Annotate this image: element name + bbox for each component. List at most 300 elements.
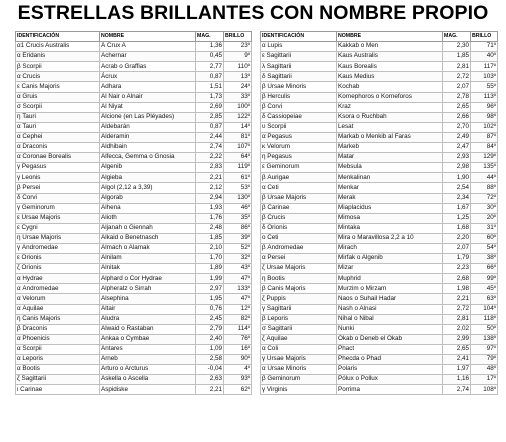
- table-row: [16, 254, 252, 264]
- cell-identificacion: β Herculis: [261, 92, 337, 102]
- cell-brillo: 20º: [471, 213, 498, 223]
- table-row: [261, 203, 498, 213]
- table-row: [261, 233, 498, 243]
- cell-nombre: Pólux o Pollux: [337, 375, 443, 385]
- table-row: [16, 385, 252, 395]
- cell-identificacion: β Andromedae: [261, 243, 337, 253]
- table-row: [16, 112, 252, 122]
- table-row: [261, 52, 498, 62]
- table-row: [261, 153, 498, 163]
- cell-nombre: Aldhibain: [100, 143, 196, 153]
- cell-identificacion: α Eridanis: [16, 52, 100, 62]
- cell-nombre: Ácrux: [100, 72, 196, 82]
- cell-nombre: Nunki: [337, 324, 443, 334]
- cell-mag: 1,85: [443, 52, 471, 62]
- cell-identificacion: α Persei: [261, 254, 337, 264]
- table-row: [261, 355, 498, 365]
- table-row: [16, 213, 252, 223]
- table-row: [16, 193, 252, 203]
- cell-nombre: Almach o Alamak: [100, 243, 196, 253]
- cell-brillo: 50º: [471, 324, 498, 334]
- cell-mag: 2,58: [196, 355, 224, 365]
- table-row: [16, 82, 252, 92]
- cell-mag: 1,90: [443, 173, 471, 183]
- cell-brillo: 47º: [224, 274, 252, 284]
- cell-nombre: Mira o Maravillosa 2,2 a 10: [337, 233, 443, 243]
- cell-mag: 1,89: [196, 264, 224, 274]
- cell-nombre: Kochab: [337, 82, 443, 92]
- cell-nombre: Nihal o Nibal: [337, 314, 443, 324]
- cell-identificacion: β Canis Majoris: [261, 284, 337, 294]
- table-row: [261, 143, 498, 153]
- cell-brillo: 81º: [224, 132, 252, 142]
- cell-mag: 2,20: [443, 233, 471, 243]
- cell-brillo: 122º: [224, 112, 252, 122]
- cell-brillo: 113º: [471, 92, 498, 102]
- table-row: [16, 344, 252, 354]
- cell-mag: 1,68: [443, 223, 471, 233]
- cell-brillo: 62º: [224, 385, 252, 395]
- cell-identificacion: α Tauri: [16, 122, 100, 132]
- cell-nombre: Kraz: [337, 102, 443, 112]
- header-brillo: BRILLO: [224, 32, 252, 42]
- cell-mag: 2,40: [196, 334, 224, 344]
- table-row: [16, 314, 252, 324]
- table-row: [261, 254, 498, 264]
- cell-brillo: 9º: [224, 52, 252, 62]
- cell-mag: 2,69: [196, 102, 224, 112]
- cell-identificacion: α Velorum: [16, 294, 100, 304]
- cell-nombre: Matar: [337, 153, 443, 163]
- cell-mag: 2,49: [443, 132, 471, 142]
- cell-nombre: Kaus Borealis: [337, 62, 443, 72]
- cell-mag: 2,07: [443, 82, 471, 92]
- table-row: [16, 294, 252, 304]
- cell-identificacion: α1 Crucis Australis: [16, 42, 100, 52]
- cell-identificacion: δ Sagittarii: [261, 72, 337, 82]
- cell-nombre: Phecda o Phad: [337, 355, 443, 365]
- table-row: [16, 62, 252, 72]
- table-row: [261, 264, 498, 274]
- cell-mag: 2,23: [443, 264, 471, 274]
- table-row: [261, 274, 498, 284]
- cell-nombre: Okab o Deneb el Okab: [337, 334, 443, 344]
- cell-brillo: 12º: [224, 304, 252, 314]
- cell-mag: 2,72: [443, 72, 471, 82]
- table-row: [261, 92, 498, 102]
- cell-identificacion: η Canis Majoris: [16, 314, 100, 324]
- cell-nombre: Merak: [337, 193, 443, 203]
- cell-brillo: 45º: [471, 284, 498, 294]
- cell-nombre: Askella o Ascella: [100, 375, 196, 385]
- cell-identificacion: δ Cassiopeiae: [261, 112, 337, 122]
- cell-nombre: Alcione (en Las Pléyades): [100, 112, 196, 122]
- cell-nombre: Lesat: [337, 122, 443, 132]
- cell-mag: 2,21: [443, 294, 471, 304]
- table-row: [261, 385, 498, 395]
- table-row: [261, 183, 498, 193]
- cell-mag: 1,99: [196, 274, 224, 284]
- cell-mag: 2,63: [196, 375, 224, 385]
- cell-mag: 1,70: [196, 254, 224, 264]
- cell-mag: 1,25: [443, 213, 471, 223]
- cell-identificacion: ζ Sagittarii: [16, 375, 100, 385]
- cell-mag: 1,09: [196, 344, 224, 354]
- cell-brillo: 48º: [471, 365, 498, 375]
- cell-nombre: Kaus Australis: [337, 52, 443, 62]
- cell-identificacion: α Phoenicis: [16, 334, 100, 344]
- cell-mag: 1,16: [443, 375, 471, 385]
- star-table-left: [15, 31, 252, 395]
- cell-identificacion: β Ursae Majoris: [261, 193, 337, 203]
- cell-brillo: 114º: [224, 324, 252, 334]
- cell-mag: 2,65: [443, 102, 471, 112]
- cell-mag: 0,87: [196, 72, 224, 82]
- cell-identificacion: σ Scorpii: [16, 102, 100, 112]
- cell-nombre: Porrima: [337, 385, 443, 395]
- cell-identificacion: ε Canis Majoris: [16, 82, 100, 92]
- table-row: [16, 122, 252, 132]
- cell-identificacion: α Andromedae: [16, 284, 100, 294]
- cell-brillo: 60º: [471, 233, 498, 243]
- cell-brillo: 71º: [471, 42, 498, 52]
- cell-brillo: 54º: [471, 243, 498, 253]
- cell-brillo: 119º: [224, 163, 252, 173]
- cell-brillo: 103º: [471, 72, 498, 82]
- cell-brillo: 98º: [471, 112, 498, 122]
- cell-mag: 1,36: [196, 42, 224, 52]
- table-row: [261, 42, 498, 52]
- cell-nombre: Mirfak o Algenib: [337, 254, 443, 264]
- cell-nombre: Acrab o Graffias: [100, 62, 196, 72]
- table-row: [16, 153, 252, 163]
- cell-brillo: 76º: [224, 334, 252, 344]
- cell-nombre: Antares: [100, 344, 196, 354]
- cell-nombre: Mintaka: [337, 223, 443, 233]
- table-row: [261, 112, 498, 122]
- cell-nombre: Nash o Alnasi: [337, 304, 443, 314]
- cell-identificacion: ο Ceti: [261, 233, 337, 243]
- cell-nombre: Alderamin: [100, 132, 196, 142]
- header-brillo: BRILLO: [471, 32, 498, 42]
- cell-mag: 2,81: [443, 314, 471, 324]
- cell-mag: 1,98: [443, 284, 471, 294]
- cell-nombre: Algieba: [100, 173, 196, 183]
- cell-brillo: 63º: [471, 294, 498, 304]
- cell-brillo: 52º: [224, 243, 252, 253]
- cell-mag: 2,94: [196, 193, 224, 203]
- cell-identificacion: ζ Ursae Majoris: [261, 264, 337, 274]
- cell-mag: 2,22: [196, 153, 224, 163]
- cell-mag: 2,68: [443, 274, 471, 284]
- cell-identificacion: α Coli: [261, 344, 337, 354]
- cell-nombre: Muphrid: [337, 274, 443, 284]
- header-mag: MAG.: [196, 32, 224, 42]
- cell-nombre: Mimosa: [337, 213, 443, 223]
- cell-identificacion: β Aurigae: [261, 173, 337, 183]
- cell-brillo: 17º: [471, 375, 498, 385]
- cell-brillo: 93º: [224, 375, 252, 385]
- cell-nombre: Aspidiske: [100, 385, 196, 395]
- cell-identificacion: η Ursae Majoris: [16, 233, 100, 243]
- cell-nombre: Menkalinan: [337, 173, 443, 183]
- cell-brillo: 30º: [471, 203, 498, 213]
- cell-brillo: 108º: [471, 385, 498, 395]
- table-row: [261, 314, 498, 324]
- cell-mag: 1,73: [196, 92, 224, 102]
- cell-brillo: 133º: [224, 284, 252, 294]
- cell-brillo: 100º: [224, 102, 252, 112]
- cell-brillo: 88º: [471, 183, 498, 193]
- cell-identificacion: α Bootis: [16, 365, 100, 375]
- table-row: [16, 42, 252, 52]
- cell-brillo: 40º: [471, 52, 498, 62]
- cell-mag: 2,98: [443, 163, 471, 173]
- cell-mag: 2,30: [443, 42, 471, 52]
- cell-mag: -0,04: [196, 365, 224, 375]
- table-row: [16, 243, 252, 253]
- cell-identificacion: γ Geminorum: [16, 203, 100, 213]
- cell-mag: 2,02: [443, 324, 471, 334]
- cell-identificacion: ε Orionis: [16, 254, 100, 264]
- cell-identificacion: δ Corvi: [16, 193, 100, 203]
- cell-nombre: Algenib: [100, 163, 196, 173]
- cell-mag: 1,76: [196, 213, 224, 223]
- cell-nombre: Alsephina: [100, 294, 196, 304]
- cell-mag: 2,74: [196, 143, 224, 153]
- cell-nombre: Naos o Suhail Hadar: [337, 294, 443, 304]
- cell-nombre: Ksora o Ruchbah: [337, 112, 443, 122]
- cell-brillo: 102º: [471, 122, 498, 132]
- cell-nombre: Menkar: [337, 183, 443, 193]
- cell-identificacion: α Aquilae: [16, 304, 100, 314]
- cell-nombre: Phact: [337, 344, 443, 354]
- header-identificacion: IDENTIFICACIÓN: [261, 32, 337, 42]
- cell-mag: 1,51: [196, 82, 224, 92]
- cell-mag: 2,70: [443, 122, 471, 132]
- cell-identificacion: ζ Orionis: [16, 264, 100, 274]
- table-row: [261, 304, 498, 314]
- cell-brillo: 24º: [224, 82, 252, 92]
- cell-nombre: Mebsula: [337, 163, 443, 173]
- cell-mag: 2,21: [196, 173, 224, 183]
- cell-brillo: 32º: [224, 254, 252, 264]
- cell-brillo: 23º: [224, 42, 252, 52]
- cell-mag: 2,21: [196, 385, 224, 395]
- table-row: [261, 375, 498, 385]
- cell-identificacion: α Leporis: [16, 355, 100, 365]
- cell-nombre: Aldebarán: [100, 122, 196, 132]
- cell-identificacion: γ Andromedae: [16, 243, 100, 253]
- cell-nombre: Alnitak: [100, 264, 196, 274]
- table-row: [16, 52, 252, 62]
- cell-identificacion: γ Pegasus: [16, 163, 100, 173]
- header-identificacion: IDENTIFICACIÓN: [16, 32, 100, 42]
- cell-nombre: Alnilam: [100, 254, 196, 264]
- table-row: [16, 365, 252, 375]
- cell-brillo: 14º: [224, 122, 252, 132]
- cell-identificacion: λ Sagittarii: [261, 62, 337, 72]
- cell-nombre: Arneb: [100, 355, 196, 365]
- cell-mag: 2,97: [196, 284, 224, 294]
- cell-identificacion: β Draconis: [16, 324, 100, 334]
- cell-brillo: 87º: [471, 132, 498, 142]
- table-row: [261, 365, 498, 375]
- table-row: [16, 284, 252, 294]
- cell-mag: 2,66: [443, 112, 471, 122]
- cell-mag: 0,45: [196, 52, 224, 62]
- cell-brillo: 55º: [471, 82, 498, 92]
- cell-mag: 0,87: [196, 122, 224, 132]
- cell-nombre: Alphard o Cor Hydrae: [100, 274, 196, 284]
- cell-mag: 2,34: [443, 193, 471, 203]
- cell-brillo: 46º: [224, 203, 252, 213]
- table-row: [261, 122, 498, 132]
- cell-nombre: Alfecca, Gemma o Gnosia: [100, 153, 196, 163]
- cell-mag: 1,95: [196, 294, 224, 304]
- cell-mag: 2,74: [443, 385, 471, 395]
- cell-brillo: 31º: [471, 223, 498, 233]
- cell-identificacion: α Hydrae: [16, 274, 100, 284]
- table-row: [261, 213, 498, 223]
- header-nombre: NOMBRE: [337, 32, 443, 42]
- cell-nombre: Al Nair o Alnair: [100, 92, 196, 102]
- cell-brillo: 44º: [471, 173, 498, 183]
- cell-brillo: 16º: [224, 344, 252, 354]
- cell-identificacion: σ Sagittarii: [261, 324, 337, 334]
- cell-nombre: Alioth: [100, 213, 196, 223]
- cell-identificacion: ε Ursae Majoris: [16, 213, 100, 223]
- cell-identificacion: β Crucis: [261, 213, 337, 223]
- cell-nombre: Achernar: [100, 52, 196, 62]
- cell-identificacion: γ Ursae Majoris: [261, 355, 337, 365]
- cell-mag: 2,72: [443, 304, 471, 314]
- cell-identificacion: β Carinae: [261, 203, 337, 213]
- table-row: [261, 243, 498, 253]
- cell-identificacion: γ Leonis: [16, 173, 100, 183]
- cell-nombre: Altair: [100, 304, 196, 314]
- star-table-right: [260, 31, 498, 395]
- cell-nombre: Al Niyat: [100, 102, 196, 112]
- table-row: [16, 324, 252, 334]
- page-title: ESTRELLAS BRILLANTES CON NOMBRE PROPIO: [17, 2, 489, 24]
- cell-identificacion: α Ceti: [261, 183, 337, 193]
- cell-brillo: 96º: [471, 102, 498, 112]
- cell-brillo: 79º: [471, 355, 498, 365]
- table-row: [261, 72, 498, 82]
- cell-mag: 2,10: [196, 243, 224, 253]
- table-row: [16, 304, 252, 314]
- table-header-row: [16, 32, 252, 42]
- header-mag: MAG.: [443, 32, 471, 42]
- cell-identificacion: δ Orionis: [261, 223, 337, 233]
- table-row: [261, 334, 498, 344]
- table-row: [16, 264, 252, 274]
- cell-nombre: Alwaid o Rastaban: [100, 324, 196, 334]
- cell-mag: 1,97: [443, 365, 471, 375]
- cell-mag: 2,81: [443, 62, 471, 72]
- cell-nombre: Adhara: [100, 82, 196, 92]
- cell-mag: 2,48: [196, 223, 224, 233]
- cell-brillo: 86º: [224, 223, 252, 233]
- cell-brillo: 13º: [224, 72, 252, 82]
- cell-brillo: 90º: [224, 355, 252, 365]
- cell-brillo: 43º: [224, 264, 252, 274]
- cell-identificacion: α Lupis: [261, 42, 337, 52]
- cell-mag: 2,47: [443, 143, 471, 153]
- cell-mag: 0,76: [196, 304, 224, 314]
- cell-brillo: 39º: [224, 233, 252, 243]
- table-row: [16, 72, 252, 82]
- cell-nombre: Kakkab o Men: [337, 42, 443, 52]
- table-row: [16, 274, 252, 284]
- cell-identificacion: η Pegasus: [261, 153, 337, 163]
- cell-mag: 2,07: [443, 243, 471, 253]
- cell-brillo: 4º: [224, 365, 252, 375]
- cell-brillo: 104º: [471, 304, 498, 314]
- cell-mag: 2,79: [196, 324, 224, 334]
- cell-nombre: Aludra: [100, 314, 196, 324]
- table-row: [16, 163, 252, 173]
- cell-identificacion: β Scorpii: [16, 62, 100, 72]
- cell-brillo: 138º: [471, 334, 498, 344]
- table-row: [16, 233, 252, 243]
- cell-mag: 2,41: [443, 355, 471, 365]
- table-row: [261, 284, 498, 294]
- table-row: [261, 173, 498, 183]
- cell-mag: 2,78: [443, 92, 471, 102]
- cell-nombre: Aljanah o Giennah: [100, 223, 196, 233]
- cell-identificacion: η Tauri: [16, 112, 100, 122]
- cell-brillo: 82º: [224, 314, 252, 324]
- cell-nombre: Miaplacidus: [337, 203, 443, 213]
- table-row: [16, 334, 252, 344]
- cell-identificacion: υ Scorpii: [261, 122, 337, 132]
- table-row: [16, 203, 252, 213]
- cell-mag: 1,85: [196, 233, 224, 243]
- cell-brillo: 118º: [471, 314, 498, 324]
- cell-identificacion: β Ursae Minoris: [261, 82, 337, 92]
- cell-identificacion: α Coronae Borealis: [16, 153, 100, 163]
- table-row: [16, 102, 252, 112]
- cell-nombre: Algorab: [100, 193, 196, 203]
- cell-nombre: Alhena: [100, 203, 196, 213]
- cell-mag: 1,67: [443, 203, 471, 213]
- table-row: [261, 294, 498, 304]
- cell-identificacion: α Cephei: [16, 132, 100, 142]
- cell-brillo: 129º: [471, 153, 498, 163]
- cell-brillo: 72º: [471, 193, 498, 203]
- table-row: [261, 324, 498, 334]
- table-row: [261, 163, 498, 173]
- header-nombre: NOMBRE: [100, 32, 196, 42]
- cell-identificacion: α Gruis: [16, 92, 100, 102]
- table-header-row: [261, 32, 498, 42]
- table-row: [16, 143, 252, 153]
- cell-mag: 2,77: [196, 62, 224, 72]
- cell-identificacion: β Leporis: [261, 314, 337, 324]
- cell-identificacion: β Persei: [16, 183, 100, 193]
- cell-brillo: 130º: [224, 193, 252, 203]
- cell-mag: 2,99: [443, 334, 471, 344]
- cell-identificacion: α Pegasus: [261, 132, 337, 142]
- cell-brillo: 35º: [224, 213, 252, 223]
- cell-nombre: Kornephoros o Korneforos: [337, 92, 443, 102]
- cell-brillo: 61º: [224, 173, 252, 183]
- cell-brillo: 135º: [471, 163, 498, 173]
- cell-nombre: Kaus Medius: [337, 72, 443, 82]
- cell-mag: 2,12: [196, 183, 224, 193]
